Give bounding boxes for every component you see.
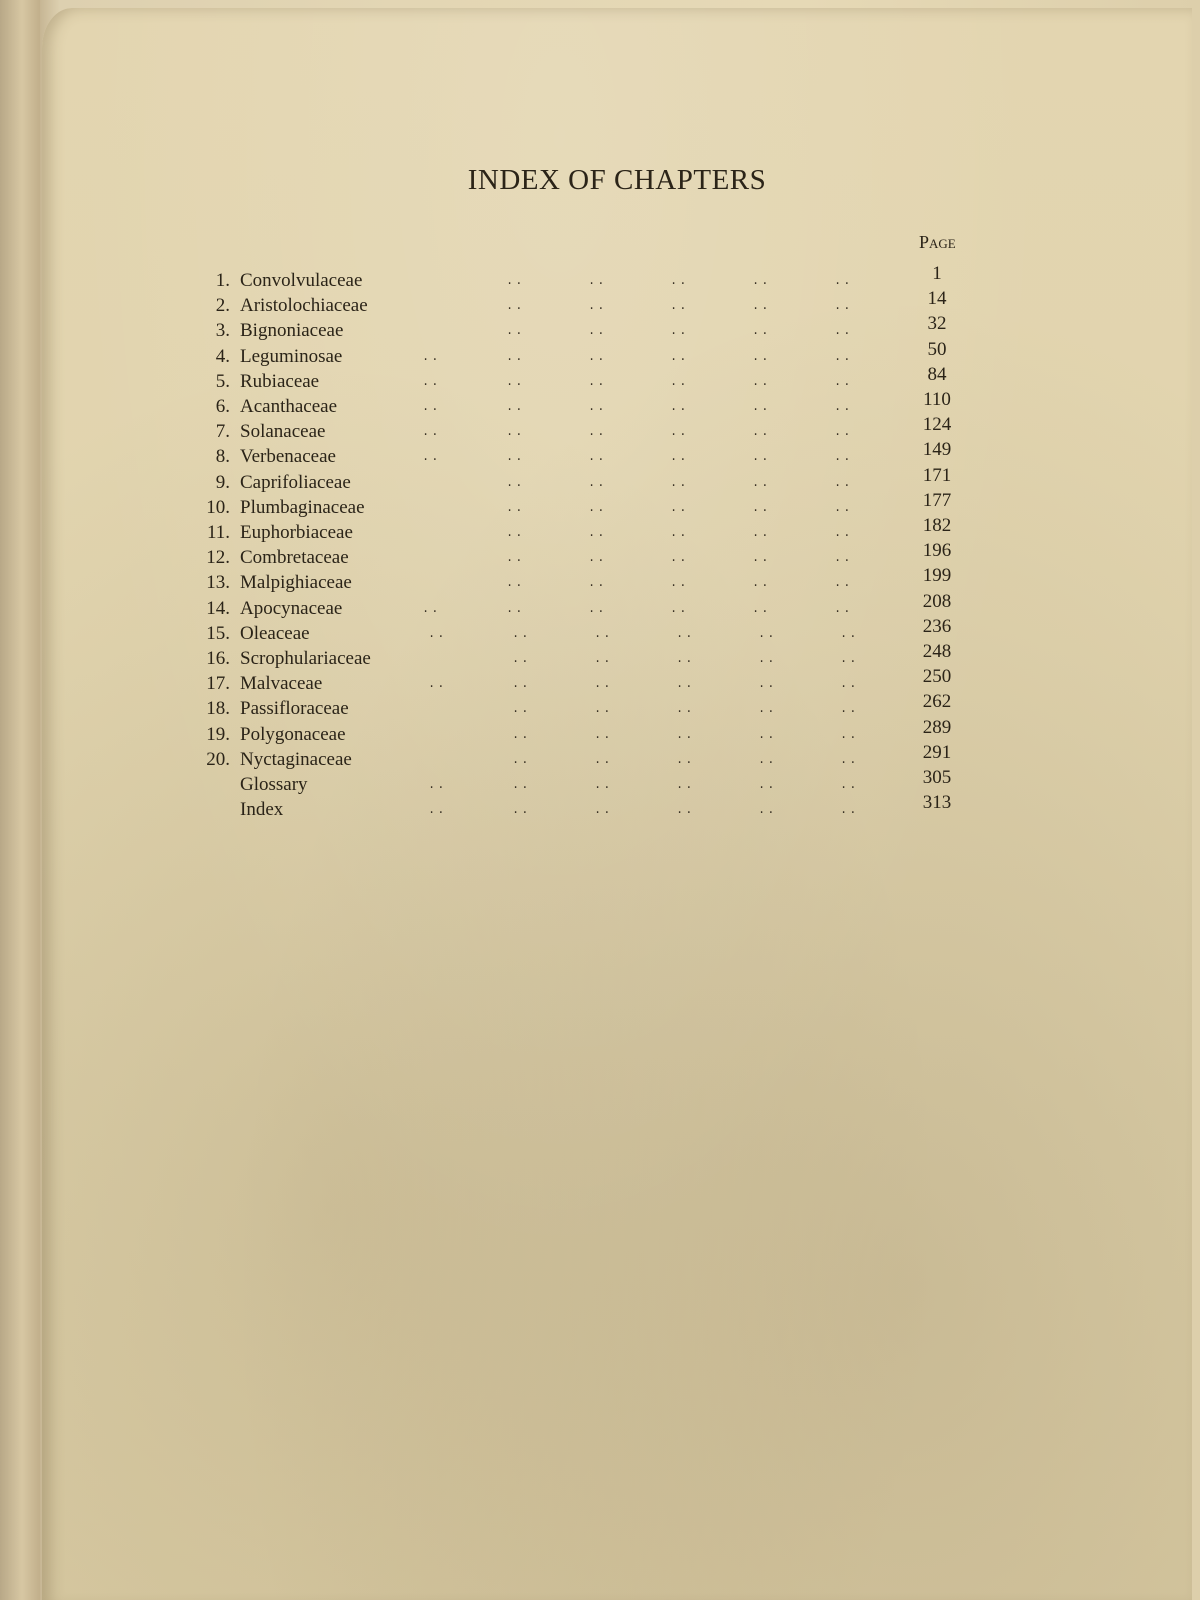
- leader-dots: ..: [752, 349, 771, 364]
- leader-dots: ..: [670, 475, 689, 490]
- leader-dots: ..: [506, 349, 525, 364]
- leader-dots: ..: [752, 425, 771, 440]
- book-page: [42, 8, 1192, 1600]
- chapter-page-number: 291: [922, 741, 952, 763]
- leader-dots: ..: [588, 526, 607, 540]
- leader-dots: ..: [428, 803, 447, 818]
- chapter-number: 5.: [215, 370, 230, 392]
- chapter-name: Malpighiaceae: [240, 572, 352, 594]
- leader-dots: ..: [670, 324, 689, 339]
- leader-dots: ..: [752, 299, 771, 314]
- chapter-page-number: 262: [922, 691, 952, 713]
- chapter-page-number: 32: [927, 313, 947, 335]
- leader-dots: ..: [588, 374, 607, 389]
- chapter-page-number: 196: [922, 540, 952, 562]
- chapter-page-number: 305: [922, 767, 952, 788]
- leader-dots: ..: [670, 425, 689, 440]
- toc-entry: [42, 414, 1192, 446]
- leader-dots: ..: [834, 374, 853, 389]
- leader-dots: ..: [752, 450, 771, 465]
- leader-dots: ..: [834, 526, 853, 540]
- leader-dots: ..: [758, 752, 777, 767]
- leader-dots: ..: [588, 475, 607, 490]
- page-title: INDEX OF CHAPTERS: [467, 164, 767, 196]
- leader-dots: ..: [512, 652, 531, 666]
- toc-entry: [42, 641, 1192, 673]
- leader-dots: ..: [834, 274, 853, 288]
- chapter-number: 8.: [215, 446, 230, 468]
- leader-dots: ..: [670, 274, 689, 288]
- chapter-page-number: 182: [922, 515, 952, 536]
- leader-dots: ..: [840, 626, 859, 641]
- leader-dots: ..: [428, 626, 447, 641]
- leader-dots: ..: [512, 727, 531, 742]
- leader-dots: ..: [752, 526, 771, 540]
- leader-dots: ..: [676, 778, 695, 792]
- chapter-number: 14.: [206, 597, 230, 619]
- leader-dots: ..: [670, 400, 689, 414]
- leader-dots: ..: [588, 400, 607, 414]
- chapter-name: Rubiaceae: [240, 370, 320, 392]
- leader-dots: ..: [834, 425, 853, 440]
- leader-dots: ..: [676, 626, 695, 641]
- leader-dots: ..: [834, 349, 853, 364]
- toc-entry: [42, 716, 1192, 749]
- chapter-number: 3.: [215, 320, 230, 342]
- leader-dots: ..: [840, 778, 859, 792]
- chapter-name: Solanaceae: [240, 421, 326, 443]
- leader-dots: ..: [506, 425, 525, 440]
- leader-dots: ..: [512, 677, 531, 692]
- chapter-name: Leguminosae: [240, 345, 343, 367]
- page-column-heading: Page: [919, 232, 956, 252]
- leader-dots: ..: [506, 299, 525, 314]
- leader-dots: ..: [506, 274, 525, 288]
- leader-dots: ..: [840, 677, 859, 692]
- leader-dots: ..: [594, 778, 613, 792]
- chapter-name: Acanthaceae: [240, 396, 338, 417]
- chapter-name: Polygonaceae: [240, 723, 346, 745]
- leader-dots: ..: [588, 576, 607, 591]
- chapter-number: 19.: [206, 723, 230, 745]
- chapter-page-number: 110: [923, 389, 951, 410]
- leader-dots: ..: [506, 526, 525, 540]
- chapter-number: 11.: [206, 522, 230, 543]
- leader-dots: ..: [670, 601, 689, 616]
- leader-dots: ..: [670, 349, 689, 364]
- chapter-name: Convolvulaceae: [240, 270, 363, 291]
- toc-entry: [42, 741, 1192, 774]
- leader-dots: ..: [834, 475, 853, 490]
- leader-dots: ..: [428, 677, 447, 692]
- leader-dots: ..: [752, 274, 771, 288]
- chapter-name: Passifloraceae: [240, 698, 349, 720]
- chapter-name: Verbenaceae: [240, 446, 336, 468]
- chapter-name: Oleaceae: [240, 622, 310, 644]
- leader-dots: ..: [752, 551, 771, 566]
- leader-dots: ..: [834, 299, 853, 314]
- leader-dots: ..: [588, 274, 607, 288]
- chapter-page-number: 289: [922, 716, 952, 738]
- leader-dots: ..: [840, 702, 859, 717]
- leader-dots: ..: [670, 374, 689, 389]
- leader-dots: ..: [676, 652, 695, 666]
- chapter-page-number: 14: [927, 288, 947, 310]
- leader-dots: ..: [752, 500, 771, 515]
- leader-dots: ..: [512, 778, 531, 792]
- chapter-page-number: 248: [922, 641, 952, 662]
- chapter-page-number: 199: [922, 565, 952, 587]
- chapter-number: 17.: [206, 673, 230, 695]
- chapter-name: Malvaceae: [240, 673, 323, 695]
- chapter-number: 1.: [215, 270, 230, 291]
- chapter-page-number: 208: [922, 590, 952, 612]
- leader-dots: ..: [834, 450, 853, 465]
- leader-dots: ..: [594, 803, 613, 818]
- leader-dots: ..: [670, 576, 689, 591]
- leader-dots: ..: [588, 425, 607, 440]
- toc-entry: [42, 263, 1192, 295]
- chapter-number: 6.: [215, 396, 230, 417]
- chapter-page-number: 84: [927, 363, 947, 385]
- leader-dots: ..: [422, 601, 441, 616]
- chapter-name: Nyctaginaceae: [240, 748, 352, 770]
- leader-dots: ..: [752, 400, 771, 414]
- chapter-number: 15.: [206, 622, 230, 644]
- toc-entry: [42, 565, 1192, 597]
- leader-dots: ..: [752, 576, 771, 591]
- leader-dots: ..: [506, 576, 525, 591]
- leader-dots: ..: [834, 601, 853, 616]
- toc-entry: [42, 540, 1192, 572]
- chapter-name: Apocynaceae: [240, 597, 343, 619]
- leader-dots: ..: [506, 450, 525, 465]
- leader-dots: ..: [752, 475, 771, 490]
- chapter-name: Euphorbiaceae: [240, 522, 353, 543]
- leader-dots: ..: [594, 752, 613, 767]
- leader-dots: ..: [670, 500, 689, 515]
- chapter-page-number: 236: [922, 615, 952, 637]
- toc-entry: [42, 363, 1192, 396]
- leader-dots: ..: [752, 601, 771, 616]
- chapter-page-number: 177: [922, 489, 952, 511]
- toc-entry: [42, 288, 1192, 320]
- leader-dots: ..: [506, 601, 525, 616]
- chapter-page-number: 171: [922, 464, 952, 486]
- chapter-name: Caprifoliaceae: [240, 471, 351, 493]
- leader-dots: ..: [588, 324, 607, 339]
- leader-dots: ..: [594, 626, 613, 641]
- leader-dots: ..: [588, 299, 607, 314]
- leader-dots: ..: [506, 374, 525, 389]
- chapter-name: Index: [240, 799, 284, 821]
- toc-entry: [42, 615, 1192, 648]
- leader-dots: ..: [834, 324, 853, 339]
- leader-dots: ..: [512, 752, 531, 767]
- leader-dots: ..: [588, 601, 607, 616]
- leader-dots: ..: [676, 727, 695, 742]
- leader-dots: ..: [758, 702, 777, 717]
- leader-dots: ..: [840, 803, 859, 818]
- chapter-number: 2.: [215, 295, 230, 317]
- chapter-name: Bignoniaceae: [240, 320, 344, 342]
- chapter-name: Aristolochiaceae: [240, 295, 368, 317]
- leader-dots: ..: [676, 803, 695, 818]
- chapter-number: 13.: [206, 572, 230, 594]
- leader-dots: ..: [512, 803, 531, 818]
- chapter-number: 12.: [206, 547, 230, 569]
- chapter-number: 20.: [206, 748, 230, 770]
- leader-dots: ..: [670, 526, 689, 540]
- chapter-number: 9.: [215, 471, 230, 493]
- leader-dots: ..: [834, 551, 853, 566]
- leader-dots: ..: [670, 299, 689, 314]
- chapter-page-number: 250: [922, 666, 952, 688]
- toc-entry: [42, 313, 1192, 345]
- leader-dots: ..: [506, 324, 525, 339]
- chapter-name: Scrophulariaceae: [240, 648, 371, 669]
- leader-dots: ..: [752, 374, 771, 389]
- leader-dots: ..: [588, 500, 607, 515]
- leader-dots: ..: [422, 400, 441, 414]
- leader-dots: ..: [422, 349, 441, 364]
- toc-entry: [42, 464, 1192, 497]
- leader-dots: ..: [834, 500, 853, 515]
- chapter-number: 10.: [206, 496, 230, 518]
- leader-dots: ..: [758, 803, 777, 818]
- toc-entry: [42, 666, 1192, 698]
- leader-dots: ..: [512, 626, 531, 641]
- book-spine: [0, 0, 40, 1600]
- leader-dots: ..: [506, 551, 525, 566]
- toc-entry: [42, 767, 1192, 799]
- chapter-page-number: 124: [922, 414, 952, 436]
- chapter-page-number: 1: [932, 263, 942, 284]
- leader-dots: ..: [594, 652, 613, 666]
- leader-dots: ..: [840, 752, 859, 767]
- leader-dots: ..: [428, 778, 447, 792]
- leader-dots: ..: [594, 702, 613, 717]
- leader-dots: ..: [758, 677, 777, 692]
- leader-dots: ..: [758, 727, 777, 742]
- leader-dots: ..: [840, 727, 859, 742]
- leader-dots: ..: [588, 349, 607, 364]
- chapter-number: 4.: [215, 345, 230, 367]
- leader-dots: ..: [670, 450, 689, 465]
- chapter-name: Combretaceae: [240, 547, 349, 569]
- toc-entry: [42, 338, 1192, 371]
- leader-dots: ..: [506, 400, 525, 414]
- leader-dots: ..: [506, 500, 525, 515]
- leader-dots: ..: [758, 626, 777, 641]
- leader-dots: ..: [588, 450, 607, 465]
- leader-dots: ..: [752, 324, 771, 339]
- leader-dots: ..: [670, 551, 689, 566]
- leader-dots: ..: [506, 475, 525, 490]
- leader-dots: ..: [422, 450, 441, 465]
- toc-entry: [42, 489, 1192, 522]
- leader-dots: ..: [588, 551, 607, 566]
- chapter-page-number: 313: [922, 792, 952, 814]
- toc-entry: [42, 515, 1192, 547]
- toc-entry: [42, 691, 1192, 723]
- chapter-name: Glossary: [240, 774, 308, 795]
- leader-dots: ..: [594, 727, 613, 742]
- leader-dots: ..: [422, 425, 441, 440]
- leader-dots: ..: [834, 576, 853, 591]
- leader-dots: ..: [676, 702, 695, 717]
- leader-dots: ..: [834, 400, 853, 414]
- toc-entry: [42, 792, 1192, 824]
- chapter-name: Plumbaginaceae: [240, 496, 365, 518]
- leader-dots: ..: [758, 778, 777, 792]
- chapter-page-number: 50: [927, 338, 947, 360]
- leader-dots: ..: [676, 752, 695, 767]
- toc-entry: [42, 389, 1192, 421]
- leader-dots: ..: [512, 702, 531, 717]
- chapter-number: 16.: [206, 648, 230, 669]
- chapter-number: 7.: [215, 421, 230, 443]
- toc-entry: [42, 439, 1192, 471]
- leader-dots: ..: [840, 652, 859, 666]
- leader-dots: ..: [594, 677, 613, 692]
- leader-dots: ..: [758, 652, 777, 666]
- chapter-page-number: 149: [922, 439, 952, 461]
- toc-entry: [42, 590, 1192, 623]
- chapter-number: 18.: [206, 698, 230, 720]
- leader-dots: ..: [422, 374, 441, 389]
- leader-dots: ..: [676, 677, 695, 692]
